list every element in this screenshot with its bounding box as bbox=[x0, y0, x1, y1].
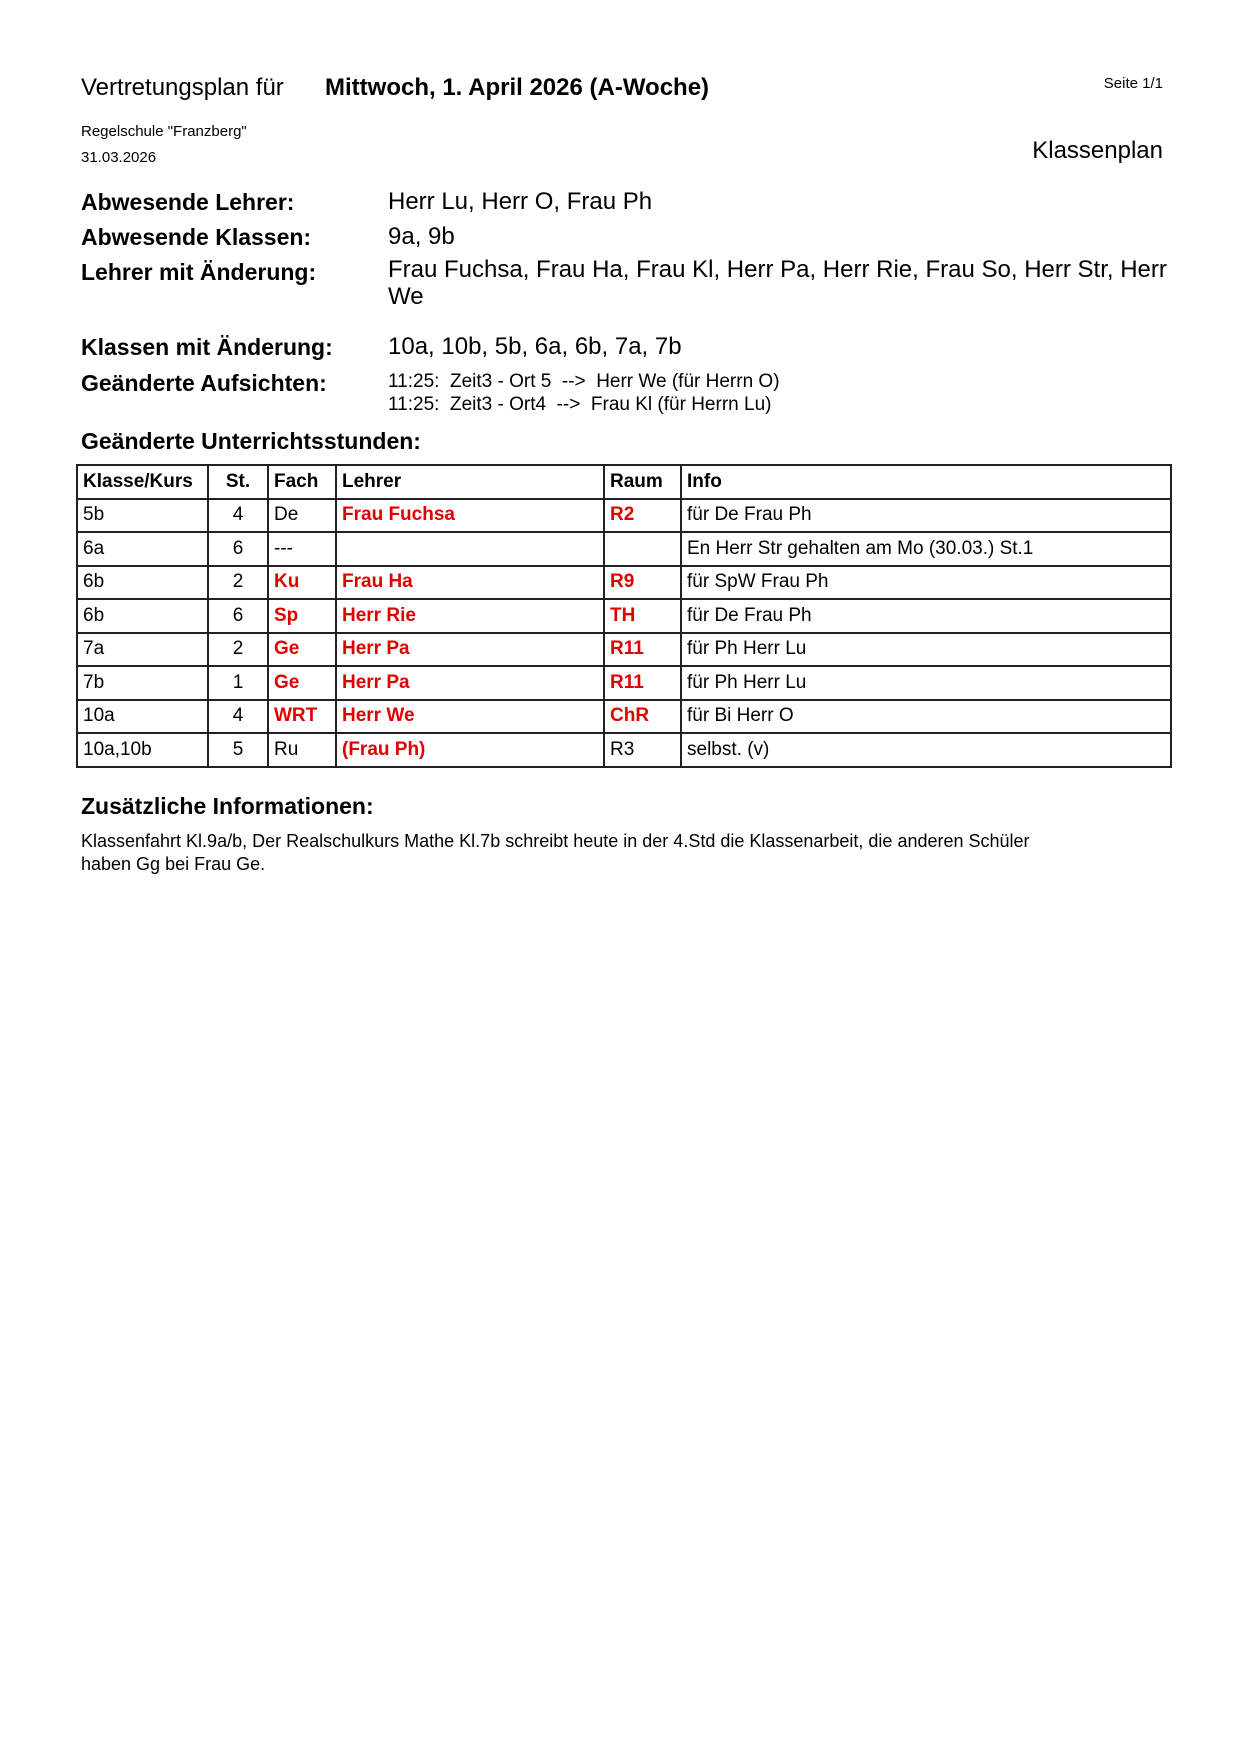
absent-classes-value: 9a, 9b bbox=[388, 223, 455, 250]
cell-raum: TH bbox=[604, 599, 681, 633]
cell-lehrer bbox=[336, 532, 604, 566]
cell-stunde: 1 bbox=[208, 666, 268, 700]
cell-klasse: 6b bbox=[77, 599, 208, 633]
cell-stunde: 6 bbox=[208, 532, 268, 566]
page-number: Seite 1/1 bbox=[1103, 75, 1163, 92]
cell-info: für Bi Herr O bbox=[681, 700, 1171, 734]
cell-lehrer: Herr Pa bbox=[336, 633, 604, 667]
col-header-raum: Raum bbox=[604, 465, 681, 499]
cell-info: für Ph Herr Lu bbox=[681, 633, 1171, 667]
title-prefix: Vertretungsplan für bbox=[81, 74, 284, 101]
plan-date: Mittwoch, 1. April 2026 (A-Woche) bbox=[325, 74, 710, 101]
cell-fach: Ru bbox=[268, 733, 336, 767]
cell-raum: R3 bbox=[604, 733, 681, 767]
col-header-klasse: Klasse/Kurs bbox=[77, 465, 208, 499]
absent-teachers-label: Abwesende Lehrer: bbox=[81, 189, 295, 215]
cell-fach: WRT bbox=[268, 700, 336, 734]
col-header-info: Info bbox=[681, 465, 1171, 499]
col-header-fach: Fach bbox=[268, 465, 336, 499]
teachers-changed-label: Lehrer mit Änderung: bbox=[81, 259, 317, 285]
supervision-line: 11:25: Zeit3 - Ort4 --> Frau Kl (für Herrn Lu) bbox=[388, 394, 772, 415]
cell-stunde: 4 bbox=[208, 700, 268, 734]
cell-fach: Ge bbox=[268, 633, 336, 667]
absent-classes-label: Abwesende Klassen: bbox=[81, 224, 312, 250]
col-header-lehrer: Lehrer bbox=[336, 465, 604, 499]
cell-lehrer: Frau Fuchsa bbox=[336, 499, 604, 533]
created-date: 31.03.2026 bbox=[81, 149, 157, 166]
table-header-row bbox=[77, 465, 1171, 499]
cell-stunde: 2 bbox=[208, 566, 268, 600]
cell-klasse: 6b bbox=[77, 566, 208, 600]
classes-changed-label: Klassen mit Änderung: bbox=[81, 334, 333, 360]
cell-info: für De Frau Ph bbox=[681, 599, 1171, 633]
cell-raum bbox=[604, 532, 681, 566]
cell-stunde: 6 bbox=[208, 599, 268, 633]
additional-info-line: Klassenfahrt Kl.9a/b, Der Realschulkurs Mathe Kl.7b schreibt heute in der 4.Std die Klassenarbeit, die anderen Schüler bbox=[81, 831, 1030, 851]
table-row bbox=[77, 532, 1171, 566]
cell-klasse: 6a bbox=[77, 532, 208, 566]
cell-lehrer: Herr We bbox=[336, 700, 604, 734]
cell-lehrer: Herr Pa bbox=[336, 666, 604, 700]
cell-fach: De bbox=[268, 499, 336, 533]
table-row bbox=[77, 666, 1171, 700]
cell-raum: R11 bbox=[604, 666, 681, 700]
cell-fach: --- bbox=[268, 532, 336, 566]
cell-raum: R11 bbox=[604, 633, 681, 667]
cell-klasse: 7b bbox=[77, 666, 208, 700]
cell-info: für Ph Herr Lu bbox=[681, 666, 1171, 700]
col-header-stunde: St. bbox=[208, 465, 268, 499]
table-row bbox=[77, 499, 1171, 533]
supervision-line: 11:25: Zeit3 - Ort 5 --> Herr We (für Herrn O) bbox=[388, 371, 780, 392]
cell-klasse: 7a bbox=[77, 633, 208, 667]
cell-info: En Herr Str gehalten am Mo (30.03.) St.1 bbox=[681, 532, 1171, 566]
table-row bbox=[77, 633, 1171, 667]
additional-info-line: haben Gg bei Frau Ge. bbox=[81, 854, 266, 874]
cell-stunde: 5 bbox=[208, 733, 268, 767]
plan-type: Klassenplan bbox=[1032, 137, 1163, 164]
classes-changed-value: 10a, 10b, 5b, 6a, 6b, 7a, 7b bbox=[388, 333, 682, 360]
cell-lehrer: Frau Ha bbox=[336, 566, 604, 600]
cell-stunde: 2 bbox=[208, 633, 268, 667]
cell-fach: Ge bbox=[268, 666, 336, 700]
table-row bbox=[77, 566, 1171, 600]
cell-raum: ChR bbox=[604, 700, 681, 734]
lessons-table bbox=[76, 464, 1172, 768]
cell-lehrer: Herr Rie bbox=[336, 599, 604, 633]
cell-info: für De Frau Ph bbox=[681, 499, 1171, 533]
additional-info-text bbox=[81, 830, 1171, 876]
cell-lehrer: (Frau Ph) bbox=[336, 733, 604, 767]
cell-fach: Sp bbox=[268, 599, 336, 633]
table-row bbox=[77, 700, 1171, 734]
cell-info: selbst. (v) bbox=[681, 733, 1171, 767]
lessons-section-title: Geänderte Unterrichtsstunden: bbox=[81, 428, 421, 454]
teachers-changed-value: Frau Fuchsa, Frau Ha, Frau Kl, Herr Pa, Herr Rie, Frau So, Herr Str, Herr We bbox=[388, 256, 1167, 310]
school-name: Regelschule "Franzberg" bbox=[81, 123, 247, 140]
cell-stunde: 4 bbox=[208, 499, 268, 533]
cell-klasse: 10a bbox=[77, 700, 208, 734]
absent-teachers-value: Herr Lu, Herr O, Frau Ph bbox=[388, 188, 653, 215]
table-row bbox=[77, 599, 1171, 633]
cell-fach: Ku bbox=[268, 566, 336, 600]
cell-klasse: 10a,10b bbox=[77, 733, 208, 767]
cell-raum: R2 bbox=[604, 499, 681, 533]
table-row bbox=[77, 733, 1171, 767]
cell-raum: R9 bbox=[604, 566, 681, 600]
supervisions-label: Geänderte Aufsichten: bbox=[81, 370, 327, 396]
cell-klasse: 5b bbox=[77, 499, 208, 533]
cell-info: für SpW Frau Ph bbox=[681, 566, 1171, 600]
additional-info-title: Zusätzliche Informationen: bbox=[81, 793, 374, 819]
